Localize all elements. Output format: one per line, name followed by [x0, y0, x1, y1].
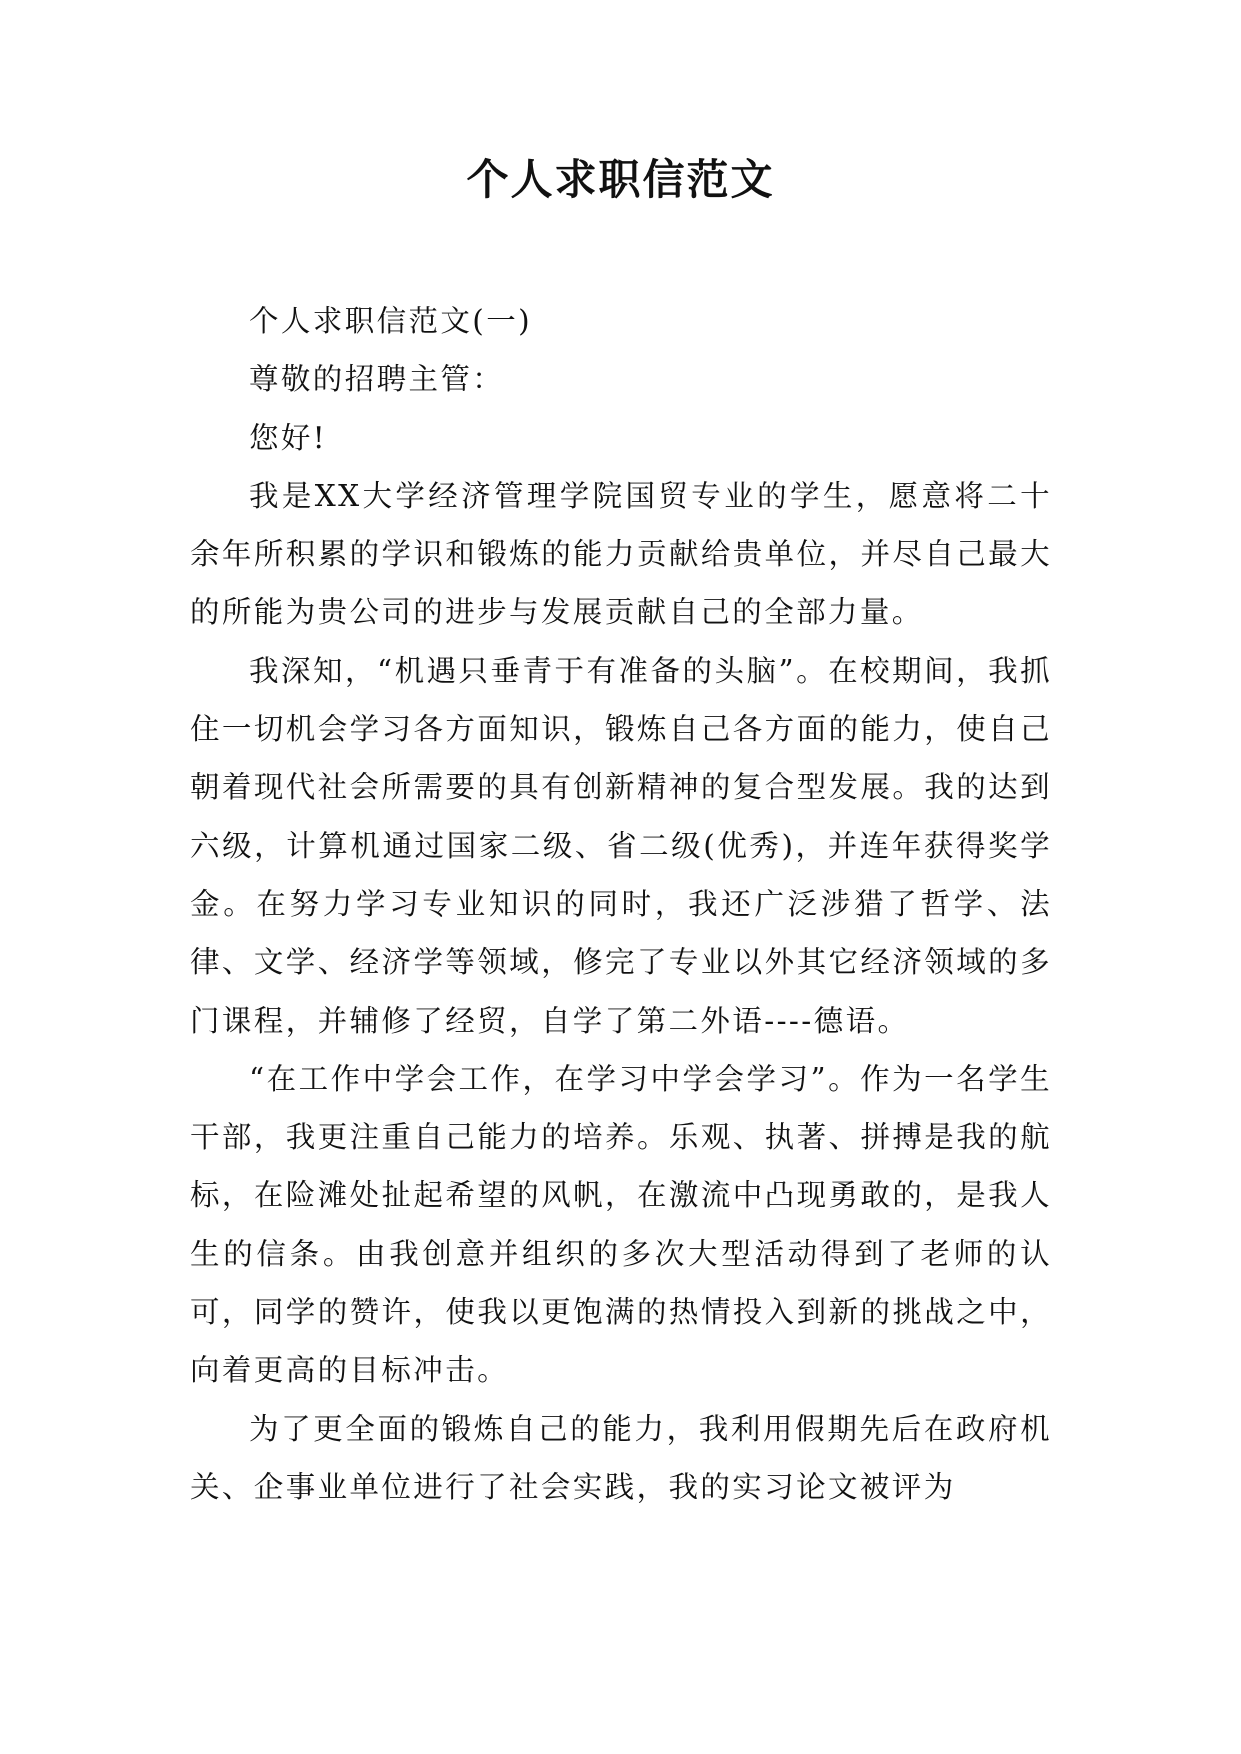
section-heading: 个人求职信范文(一) [249, 304, 533, 338]
salutation: 尊敬的招聘主管： [249, 362, 505, 397]
paragraph-leadership: “在工作中学会工作，在学习中学会学习”。作为一名学生干部，我更注重自己能力的培养。乐观、执著、拼搏是我的航标，在险滩处扯起希望的风帆，在激流中凸现勇敢的，是我人生的信条。由我创意并组织的多次大型活动得到了老师的认可，同学的赞许，使我以更饱满的热情投入到新的挑战之中，向着更高的目标冲击。 [190, 1061, 1052, 1388]
document-body [190, 292, 1052, 1516]
paragraph-intro: 我是XX大学经济管理学院国贸专业的学生，愿意将二十余年所积累的学识和锻炼的能力贡献给贵单位，并尽自己最大的所能为贵公司的进步与发展贡献自己的全部力量。 [190, 478, 1052, 630]
document-title: 个人求职信范文 [466, 155, 775, 204]
paragraph-study: 我深知，“机遇只垂青于有准备的头脑”。在校期间，我抓住一切机会学习各方面知识，锻炼自己各方面的能力，使自己朝着现代社会所需要的具有创新精神的复合型发展。我的达到六级，计算机通过国家二级、省二级(优秀)，并连年获得奖学金。在努力学习专业知识的同时，我还广泛涉猎了哲学、法律、文学、经济学等领域，修完了专业以外其它经济领域的多门课程，并辅修了经贸，自学了第二外语----德语。 [190, 653, 1052, 1038]
paragraph-practice: 为了更全面的锻炼自己的能力，我利用假期先后在政府机关、企事业单位进行了社会实践，我的实习论文被评为 [190, 1411, 1052, 1504]
greeting: 您好! [249, 420, 328, 455]
